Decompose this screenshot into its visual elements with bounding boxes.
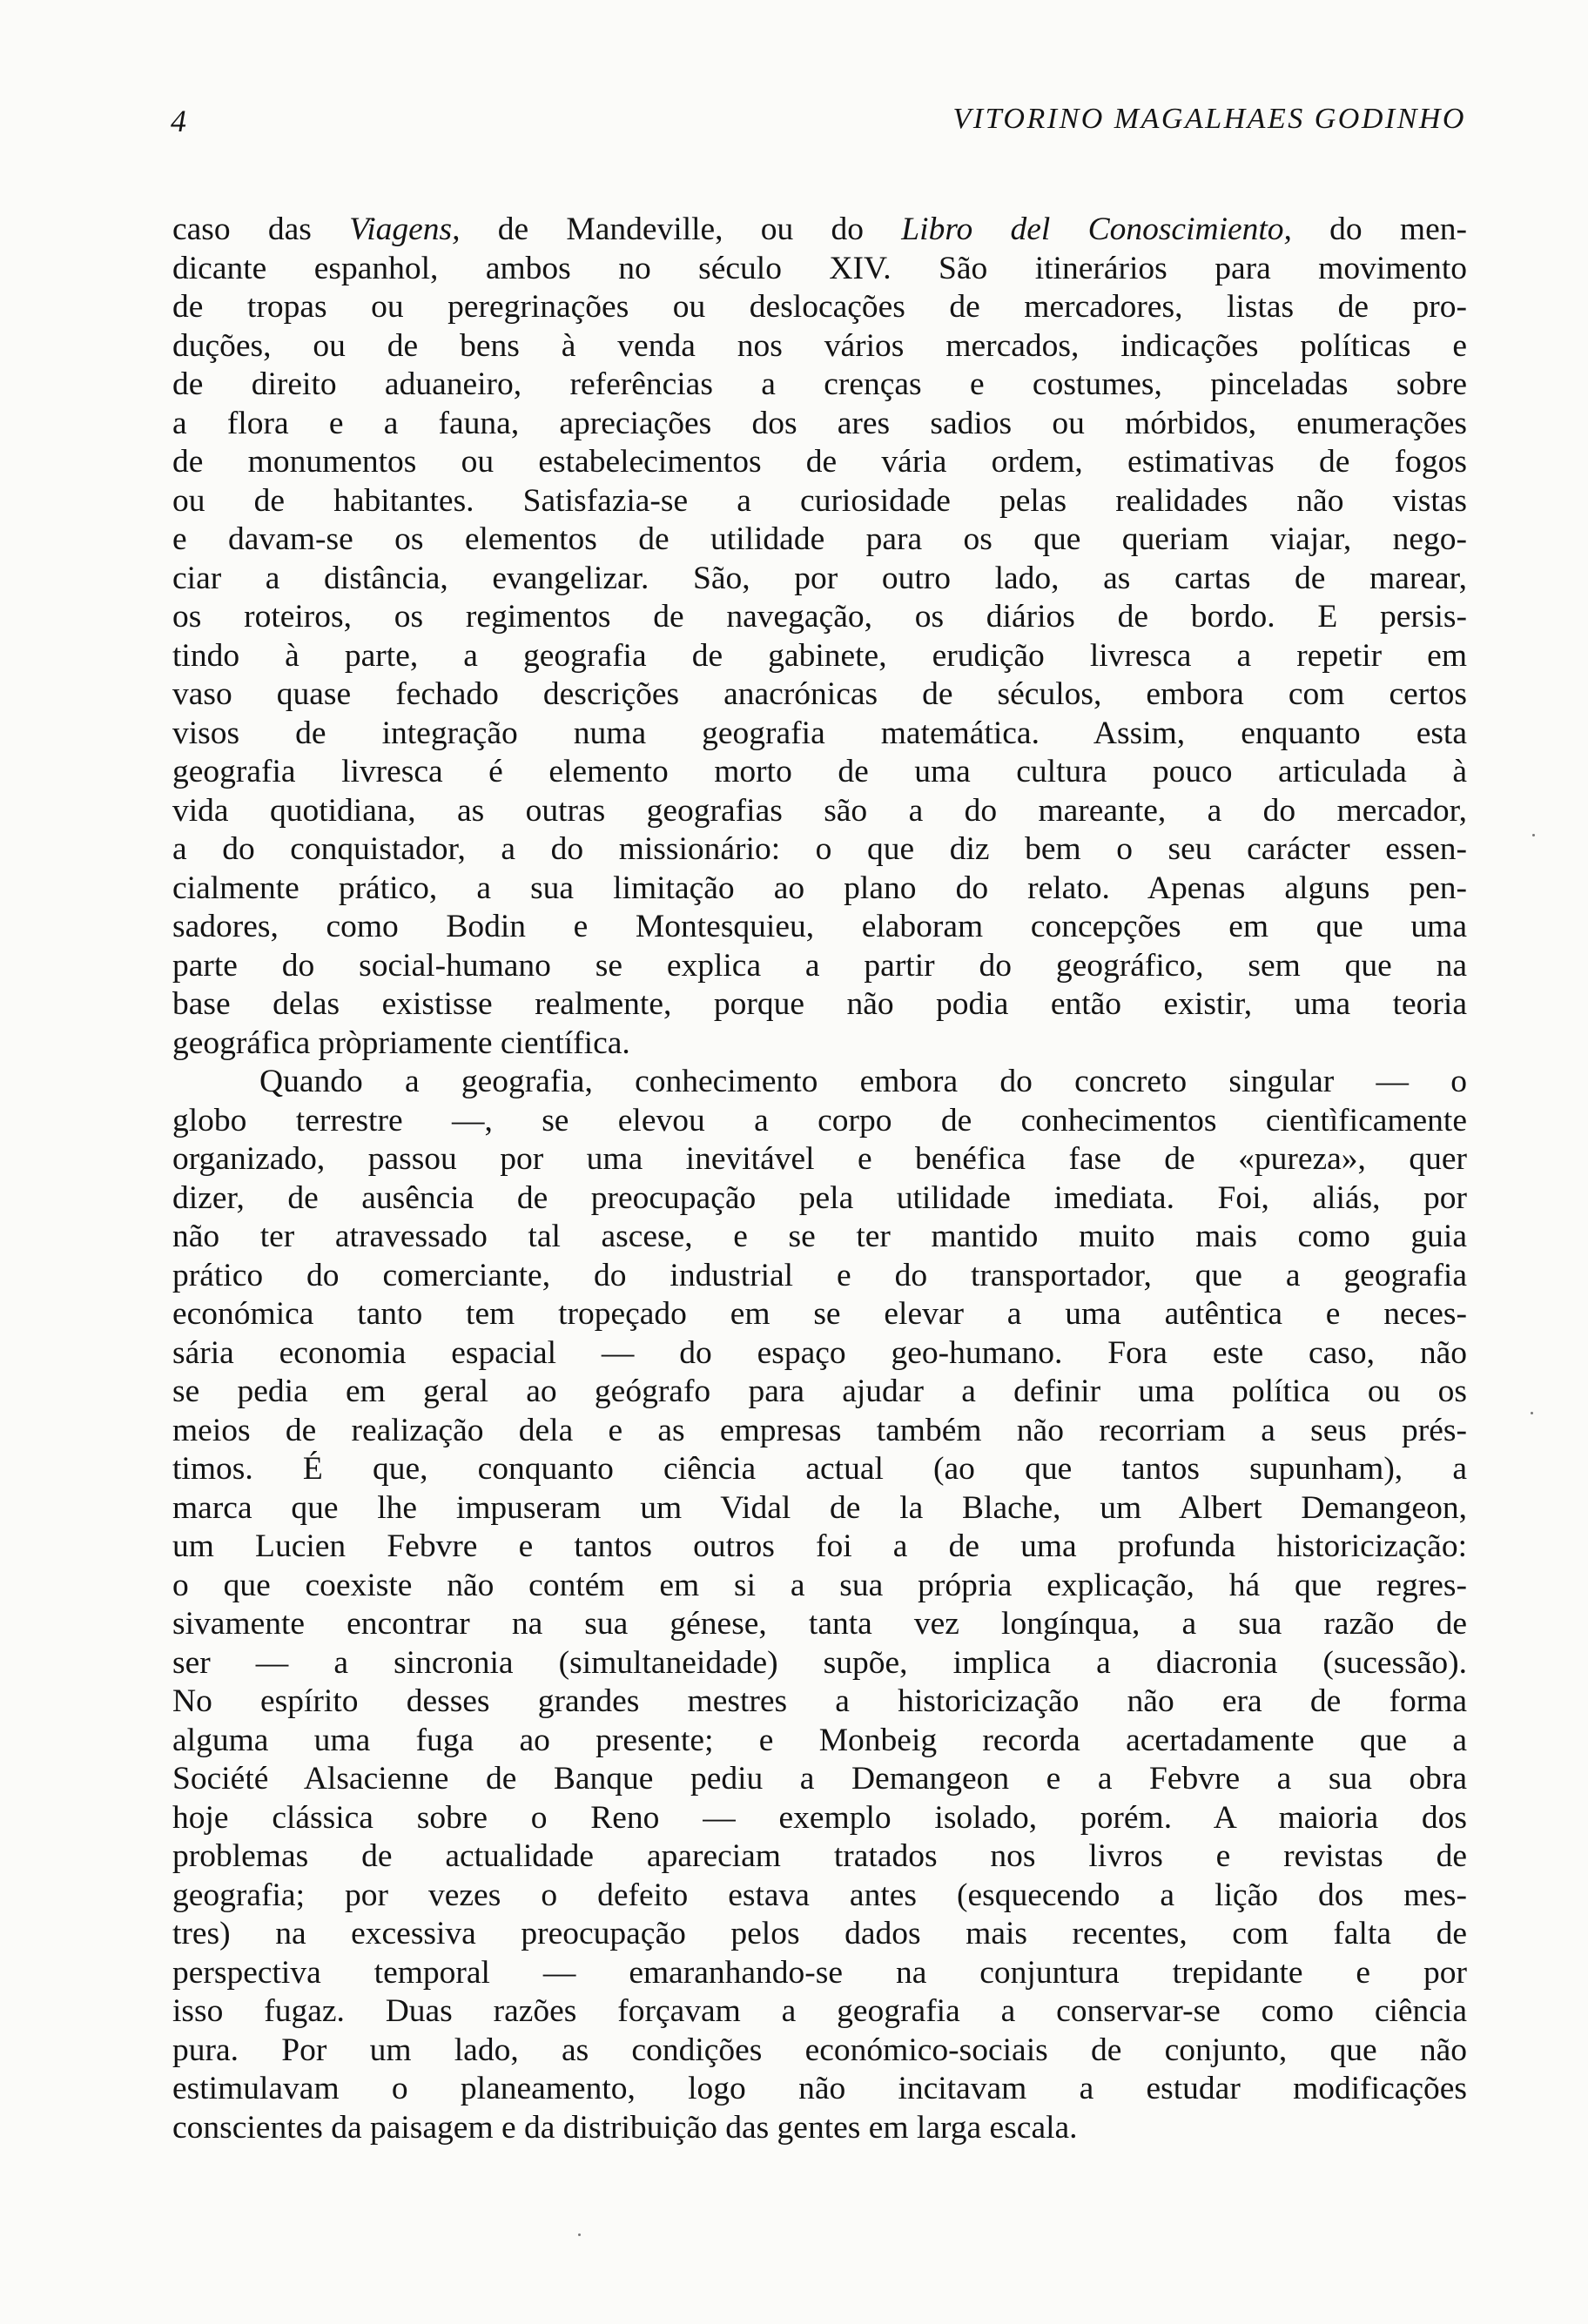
text-line: [172, 1722, 1467, 1761]
text-line: [172, 1257, 1467, 1296]
text-line: [172, 1915, 1467, 1954]
text-run: de Mandeville, ou do: [460, 212, 902, 247]
text-line: [172, 753, 1467, 792]
body-text: [172, 211, 1467, 2147]
text-run: o que coexiste não contém em si a sua própria explicação, há que regres-: [172, 1567, 1467, 1603]
text-line: [172, 1605, 1467, 1644]
text-run: sadores, como Bodin e Montesquieu, elaboram concepções em que uma: [172, 909, 1467, 944]
text-line: [172, 560, 1467, 599]
text-run: a do conquistador, a do missionário: o que diz bem o seu carácter essen-: [172, 831, 1467, 867]
text-line: [172, 1295, 1467, 1334]
text-run: visos de integração numa geografia matemática. Assim, enquanto esta: [172, 715, 1467, 751]
text-run: geografia livresca é elemento morto de uma cultura pouco articulada à: [172, 754, 1467, 789]
text-line: [172, 1334, 1467, 1374]
text-run: sivamente encontrar na sua génese, tanta vez longínqua, a sua razão de: [172, 1606, 1467, 1642]
text-line: [172, 288, 1467, 327]
text-run: não ter atravessado tal ascese, e se ter mantido muito mais como guia: [172, 1219, 1467, 1254]
text-line: [172, 521, 1467, 560]
text-line: [172, 1567, 1467, 1606]
text-line: [172, 1024, 1467, 1064]
text-run: conscientes da paisagem e da distribuição das gentes em larga escala.: [172, 2109, 1078, 2146]
text-line: [172, 1528, 1467, 1567]
text-run: de monumentos ou estabelecimentos de vária ordem, estimativas de fogos: [172, 444, 1467, 480]
text-line: [172, 1373, 1467, 1412]
text-line: [172, 327, 1467, 366]
text-run: geográfica pròpriamente científica.: [172, 1024, 630, 1061]
text-line: [172, 1644, 1467, 1683]
text-line: [172, 947, 1467, 986]
text-run: timos. É que, conquanto ciência actual (ao que tantos supunham), a: [172, 1451, 1467, 1487]
text-run: pura. Por um lado, as condições económico-sociais de conjunto, que não: [172, 2032, 1467, 2068]
text-run: ciar a distância, evangelizar. São, por outro lado, as cartas de marear,: [172, 560, 1467, 596]
text-line: [172, 1954, 1467, 1993]
text-run: Société Alsacienne de Banque pediu a Demangeon e a Febvre a sua obra: [172, 1761, 1467, 1797]
text-line: [172, 1799, 1467, 1838]
text-line: [172, 1179, 1467, 1219]
text-line: [172, 1450, 1467, 1489]
text-run: geografia; por vezes o defeito estava antes (esquecendo a lição dos mes-: [172, 1877, 1467, 1913]
text-line: [172, 1683, 1467, 1722]
text-line: [172, 908, 1467, 947]
text-run: estimulavam o planeamento, logo não incitavam a estudar modificações: [172, 2071, 1467, 2106]
text-line: [172, 870, 1467, 909]
text-run: perspectiva temporal — emaranhando-se na conjuntura trepidante e por: [172, 1954, 1467, 1991]
running-header: [171, 103, 1466, 155]
text-line: [172, 2109, 1467, 2148]
italic-title: Libro del Conoscimiento,: [901, 212, 1292, 247]
text-line: [172, 482, 1467, 521]
text-run: dizer, de ausência de preocupação pela utilidade imediata. Foi, aliás, por: [172, 1179, 1467, 1216]
text-run: hoje clássica sobre o Reno — exemplo isolado, porém. A maioria dos: [172, 1799, 1467, 1836]
text-run: problemas de actualidade apareciam tratados nos livros e revistas de: [172, 1838, 1467, 1874]
text-run: sária economia espacial — do espaço geo-humano. Fora este caso, não: [172, 1334, 1467, 1371]
text-run: isso fugaz. Duas razões forçavam a geografia a conservar-se como ciência: [172, 1993, 1467, 2029]
text-run: vida quotidiana, as outras geografias são a do mareante, a do mercador,: [172, 792, 1467, 829]
text-line: [172, 1412, 1467, 1451]
text-line: [172, 1140, 1467, 1179]
text-line: [172, 715, 1467, 754]
text-run: base delas existisse realmente, porque não podia então existir, uma teoria: [172, 986, 1467, 1022]
text-line: [172, 1760, 1467, 1799]
text-run: a flora e a fauna, apreciações dos ares sadios ou mórbidos, enumerações: [172, 405, 1467, 441]
text-line: [172, 2070, 1467, 2109]
text-line: [172, 443, 1467, 482]
text-run: tindo à parte, a geografia de gabinete, erudição livresca a repetir em: [172, 637, 1467, 674]
text-run: se pedia em geral ao geógrafo para ajudar a definir uma política ou os: [172, 1374, 1467, 1409]
text-run: cialmente prático, a sua limitação ao plano do relato. Apenas alguns pen-: [172, 870, 1467, 906]
running-title: VITORINO MAGALHAES GODINHO: [952, 103, 1466, 135]
text-line: [172, 250, 1467, 289]
text-run: tres) na excessiva preocupação pelos dados mais recentes, com falta de: [172, 1916, 1467, 1951]
text-run: económica tanto tem tropeçado em se elevar a uma autêntica e neces-: [172, 1296, 1467, 1332]
text-run: organizado, passou por uma inevitável e benéfica fase de «pureza», quer: [172, 1141, 1467, 1177]
text-run: globo terrestre —, se elevou a corpo de conhecimentos cientìficamente: [172, 1102, 1467, 1138]
text-line: [172, 830, 1467, 870]
page-number: 4: [171, 104, 186, 138]
text-line: [172, 637, 1467, 676]
text-line: [172, 1877, 1467, 1916]
text-run: dicante espanhol, ambos no século XIV. São itinerários para movimento: [172, 250, 1467, 286]
text-line: [172, 1992, 1467, 2032]
text-run: um Lucien Febvre e tantos outros foi a de uma profunda historicização:: [172, 1528, 1467, 1564]
text-line: [172, 1063, 1467, 1102]
text-run: parte do social-humano se explica a partir do geográfico, sem que na: [172, 947, 1467, 984]
text-run: prático do comerciante, do industrial e do transportador, que a geografia: [172, 1257, 1467, 1293]
paper-speck: [1532, 834, 1535, 836]
text-run: e davam-se os elementos de utilidade para os que queriam viajar, nego-: [172, 521, 1467, 557]
text-run: de direito aduaneiro, referências a crenças e costumes, pinceladas sobre: [172, 366, 1467, 402]
text-run: vaso quase fechado descrições anacrónicas de séculos, embora com certos: [172, 676, 1467, 712]
text-line: [172, 792, 1467, 831]
text-run: meios de realização dela e as empresas também não recorriam a seus prés-: [172, 1412, 1467, 1448]
text-run: Quando a geografia, conhecimento embora do concreto singular — o: [259, 1064, 1467, 1099]
text-run: alguma uma fuga ao presente; e Monbeig recorda acertadamente que a: [172, 1722, 1467, 1758]
text-run: ser — a sincronia (simultaneidade) supõe, implica a diacronia (sucessão).: [172, 1644, 1467, 1681]
text-run: do men-: [1291, 212, 1467, 247]
text-line: [172, 675, 1467, 715]
text-run: duções, ou de bens à venda nos vários mercados, indicações políticas e: [172, 327, 1467, 364]
text-line: [172, 1837, 1467, 1877]
paper-speck: [1531, 1412, 1533, 1414]
text-run: de tropas ou peregrinações ou deslocações de mercadores, listas de pro-: [172, 289, 1467, 325]
text-line: [172, 405, 1467, 444]
text-line: [172, 211, 1467, 250]
text-run: ou de habitantes. Satisfazia-se a curiosidade pelas realidades não vistas: [172, 482, 1467, 519]
text-line: [172, 2032, 1467, 2071]
text-line: [172, 1102, 1467, 1141]
text-line: [172, 598, 1467, 637]
text-line: [172, 366, 1467, 405]
text-line: [172, 1489, 1467, 1528]
text-line: [172, 985, 1467, 1024]
italic-title: Viagens,: [349, 212, 461, 247]
paper-speck: [578, 2233, 581, 2236]
text-line: [172, 1218, 1467, 1257]
text-run: marca que lhe impuseram um Vidal de la Blache, um Albert Demangeon,: [172, 1489, 1467, 1526]
text-run: os roteiros, os regimentos de navegação, os diários de bordo. E persis-: [172, 599, 1467, 635]
text-run: caso das: [172, 212, 350, 247]
text-run: No espírito desses grandes mestres a historicização não era de forma: [172, 1683, 1467, 1719]
